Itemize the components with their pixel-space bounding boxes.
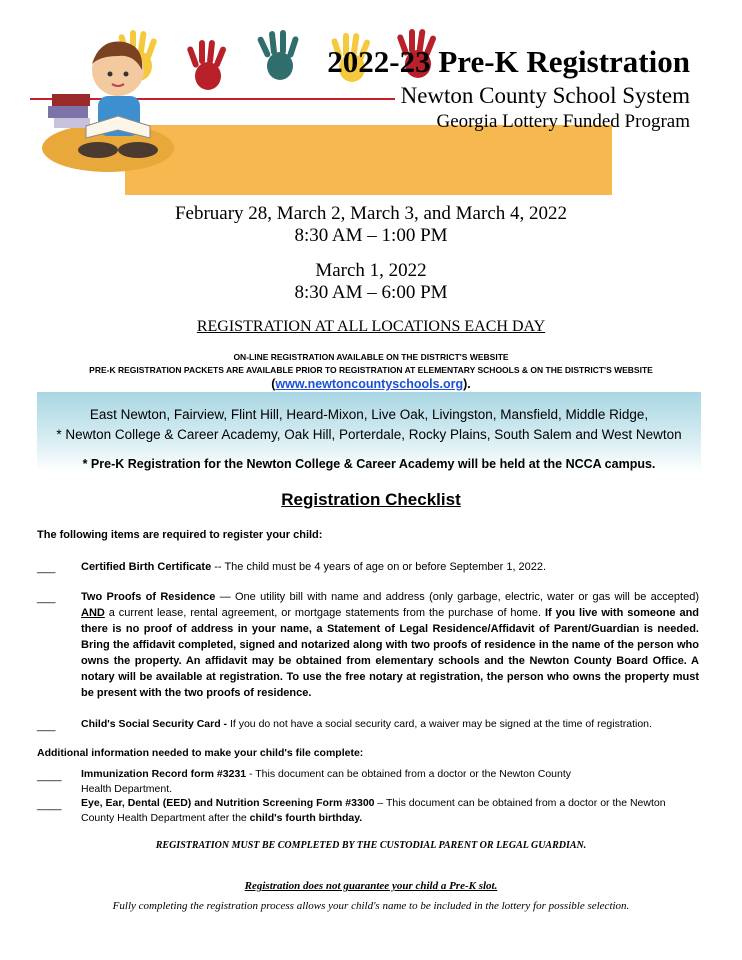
ssn-item xyxy=(81,716,699,732)
checklist-intro: The following items are required to register your child: xyxy=(37,529,323,541)
district-website-link[interactable]: www.newtoncountyschools.org xyxy=(275,377,464,391)
close-paren: ). xyxy=(463,377,471,391)
schedule-dates-2: March 1, 2022 xyxy=(315,260,427,281)
locations-line-2: * Newton College & Career Academy, Oak Hill, Porterdale, Rocky Plains, South Salem and West Newton xyxy=(56,427,682,442)
schedule-time-2: 8:30 AM – 6:00 PM xyxy=(294,282,448,303)
locations-line-1: East Newton, Fairview, Flint Hill, Heard-Mixon, Live Oak, Livingston, Mansfield, Middle Ridge, xyxy=(89,407,649,422)
school-system-name: Newton County School System xyxy=(400,83,690,108)
program-name: Georgia Lottery Funded Program xyxy=(436,111,690,132)
schedule-dates-1: February 28, March 2, March 3, and March 4, 2022 xyxy=(174,203,568,224)
red-handprint-icon xyxy=(178,36,238,96)
residence-and: AND xyxy=(81,607,105,619)
eed-item xyxy=(81,796,699,826)
ssn-label: Child's Social Security Card - xyxy=(81,718,230,730)
residence-text-1: — One utility bill with name and address (only garbage, electric, water or gas will be accepted) xyxy=(215,591,699,603)
birth-label: Certified Birth Certificate xyxy=(81,561,212,573)
all-locations-heading: REGISTRATION AT ALL LOCATIONS EACH DAY xyxy=(196,318,546,335)
immunization-text-2: Health Department. xyxy=(81,783,173,795)
residence-label: Two Proofs of Residence xyxy=(81,591,216,603)
residence-item xyxy=(81,589,699,701)
eed-label: Eye, Ear, Dental (EED) and Nutrition Screening Form #3300 xyxy=(81,797,375,809)
additional-info-heading: Additional information needed to make your child's file complete: xyxy=(37,747,364,759)
checkbox-line-birth[interactable]: ___ xyxy=(37,562,56,574)
eed-text-1: – This document can be obtained from a doctor or the Newton xyxy=(374,797,666,809)
checkbox-line-ssn[interactable]: ___ xyxy=(37,720,56,732)
residence-text-2: a current lease, rental agreement, or mortgage statements from the purchase of home. xyxy=(104,607,545,619)
checklist-title: Registration Checklist xyxy=(281,490,461,509)
open-paren: ( xyxy=(271,377,276,391)
ssn-text: If you do not have a social security card, a waiver may be signed at the time of registration. xyxy=(229,718,652,730)
packets-note: PRE-K REGISTRATION PACKETS ARE AVAILABLE PRIOR TO REGISTRATION AT ELEMENTARY SCHOOLS & ON THE DISTRICT'S WEBSITE xyxy=(89,365,653,375)
schedule-time-1: 8:30 AM – 1:00 PM xyxy=(294,225,448,246)
birth-certificate-item xyxy=(81,559,699,575)
immunization-text-1: - This document can be obtained from a doctor or the Newton County xyxy=(246,768,572,780)
page-title: 2022-23 Pre-K Registration xyxy=(327,44,690,79)
eed-fourth-birthday: child's fourth birthday. xyxy=(249,812,363,824)
eed-text-2: County Health Department after the xyxy=(81,812,250,824)
child-reading-illustration xyxy=(38,30,178,175)
header-orange-panel xyxy=(125,125,612,195)
custodial-parent-note: REGISTRATION MUST BE COMPLETED BY THE CUSTODIAL PARENT OR LEGAL GUARDIAN. xyxy=(155,840,587,851)
immunization-item xyxy=(81,767,699,797)
immunization-label: Immunization Record form #3231 xyxy=(81,768,247,780)
checkbox-line-immunization[interactable]: ____ xyxy=(37,770,62,782)
checkbox-line-eed[interactable]: ____ xyxy=(37,799,62,811)
checkbox-line-residence[interactable]: ___ xyxy=(37,592,56,604)
lottery-note: Fully completing the registration process allows your child's name to be included in the lottery for possible selection. xyxy=(112,900,630,912)
guarantee-note: Registration does not guarantee your child a Pre-K slot. xyxy=(244,880,498,892)
website-line xyxy=(0,377,742,391)
residence-affidavit-text: If you live with someone and there is no proof of address in your name, a Statement of Legal Residence/Affidavit of Parent/Guardian is needed. Bring the affidavit completed, signed and notarized along with two proofs of residence in the name of the person who owns the property. An affidavit may be obtained from elementary schools and the Newton County Board Office. A notary will be available at registration. To use the free notary at registration, the person who owns the property must be present with the two proofs of residence. xyxy=(81,607,700,699)
online-registration-note: ON-LINE REGISTRATION AVAILABLE ON THE DISTRICT'S WEBSITE xyxy=(233,352,509,362)
birth-text: -- The child must be 4 years of age on or before September 1, 2022. xyxy=(211,561,547,573)
ncca-note: * Pre-K Registration for the Newton College & Career Academy will be held at the NCCA campus. xyxy=(82,457,656,471)
